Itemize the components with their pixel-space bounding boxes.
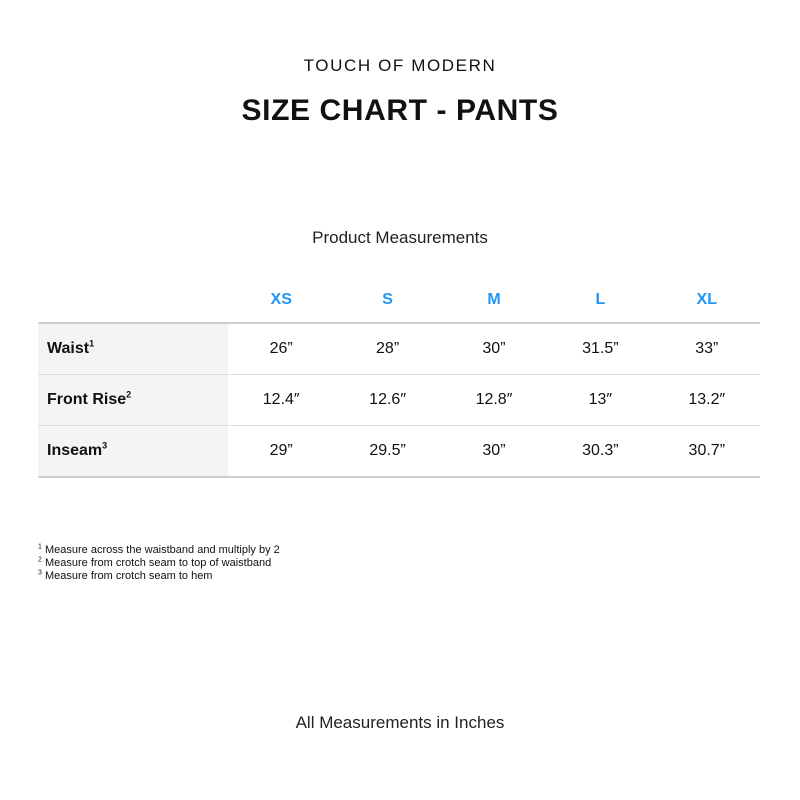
row-label-inseam bbox=[38, 426, 228, 478]
size-header-l: L bbox=[595, 291, 606, 308]
table-cell: 31.5” bbox=[582, 340, 619, 357]
row-label-text: Waist bbox=[47, 340, 90, 357]
table-cell: 26” bbox=[269, 340, 293, 357]
footnote-marker: 3 bbox=[102, 440, 108, 451]
footnote-mark: 2 bbox=[38, 556, 42, 564]
size-header-row bbox=[38, 278, 760, 323]
section-subtitle: Product Measurements bbox=[312, 228, 488, 247]
table-row-waist bbox=[38, 323, 760, 375]
footnote-3 bbox=[38, 570, 280, 583]
footnote-text: Measure from crotch seam to top of waistband bbox=[44, 557, 272, 569]
table-cell: 33” bbox=[695, 340, 719, 357]
footnote-text: Measure from crotch seam to hem bbox=[44, 570, 213, 582]
table-cell: 13″ bbox=[588, 391, 613, 408]
table-cell: 29.5” bbox=[369, 442, 406, 459]
footnote-mark: 3 bbox=[38, 569, 42, 577]
footnote-mark: 1 bbox=[38, 543, 42, 551]
table-cell: 12.8″ bbox=[475, 391, 513, 408]
row-label-text: Front Rise bbox=[47, 391, 127, 408]
table-cell: 30.7” bbox=[688, 442, 726, 459]
size-header-m: M bbox=[487, 291, 501, 308]
table-row-front-rise bbox=[38, 375, 760, 426]
size-chart-table bbox=[38, 278, 760, 478]
table-cell: 12.6″ bbox=[369, 391, 406, 408]
row-label-waist bbox=[38, 323, 228, 375]
table-row-inseam bbox=[38, 426, 760, 478]
footnote-1 bbox=[38, 544, 280, 557]
table-cell: 13.2″ bbox=[688, 391, 726, 408]
table-cell: 12.4″ bbox=[262, 391, 300, 408]
table-cell: 30” bbox=[482, 442, 506, 459]
brand-logo-text: TOUCH OF MODERN bbox=[303, 56, 497, 75]
size-header-xl: XL bbox=[696, 291, 717, 308]
footnotes bbox=[38, 544, 280, 583]
table-cell: 30.3” bbox=[582, 442, 619, 459]
footnote-2 bbox=[38, 557, 280, 570]
row-label-front-rise bbox=[38, 375, 228, 426]
units-footer: All Measurements in Inches bbox=[295, 713, 505, 732]
header-empty-cell bbox=[38, 278, 228, 323]
footnote-marker: 1 bbox=[89, 338, 95, 349]
footnote-marker: 2 bbox=[126, 389, 132, 400]
footnote-text: Measure across the waistband and multiply by 2 bbox=[44, 544, 280, 556]
table-cell: 28” bbox=[376, 340, 400, 357]
table-cell: 30” bbox=[482, 340, 506, 357]
size-header-xs: XS bbox=[270, 291, 292, 308]
size-header-s: S bbox=[382, 291, 393, 308]
page-title: SIZE CHART - PANTS bbox=[241, 94, 559, 127]
table-cell: 29” bbox=[269, 442, 293, 459]
row-label-text: Inseam bbox=[47, 442, 103, 459]
